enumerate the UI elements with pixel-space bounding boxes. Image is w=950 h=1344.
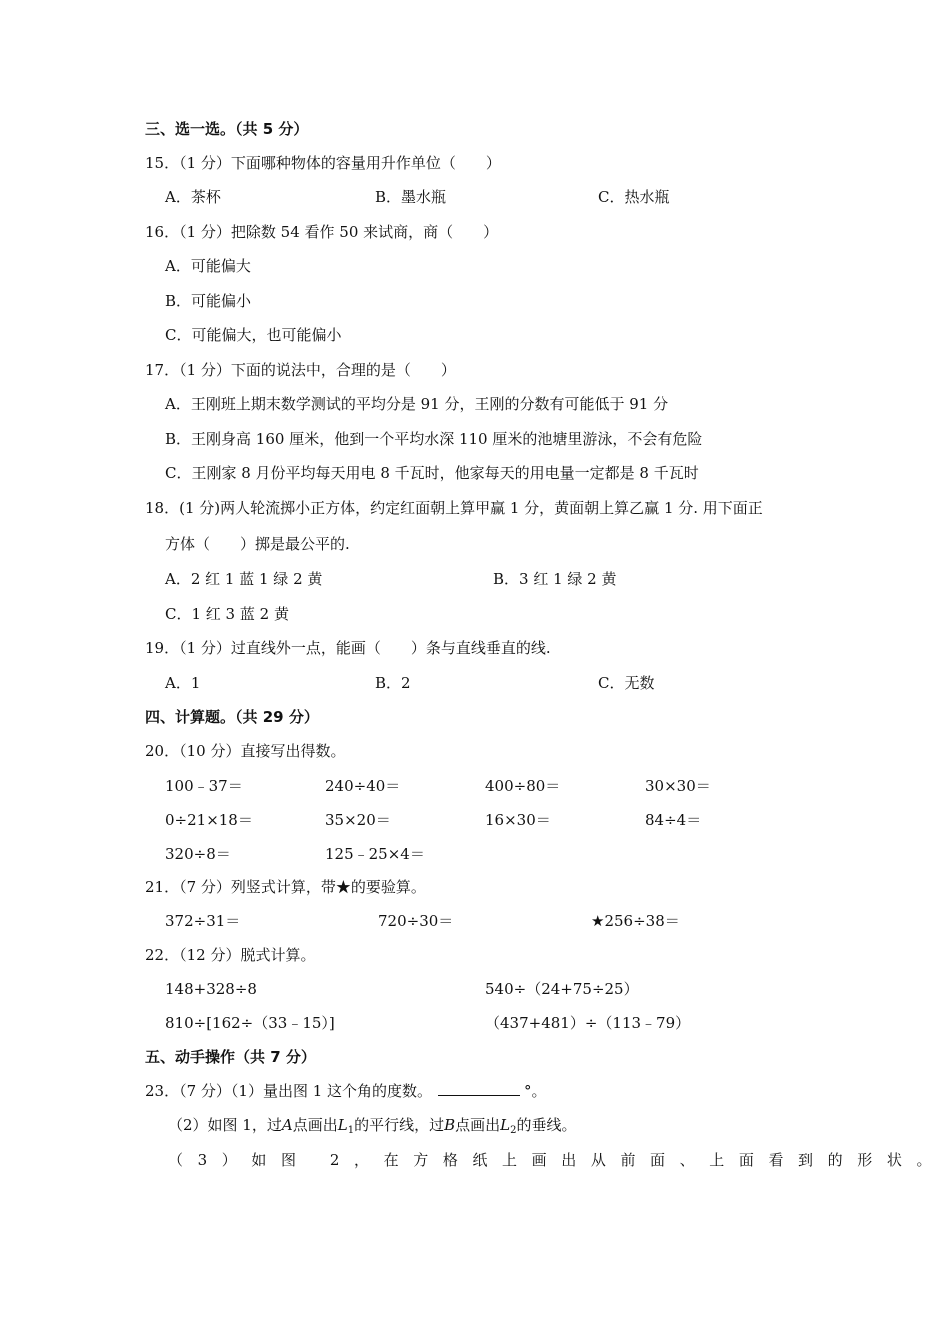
q20-item: 320÷8＝ xyxy=(165,845,231,863)
line-l2-label: L xyxy=(500,1116,511,1134)
q23-stem-end: °。 xyxy=(524,1082,547,1100)
q18-stem: 18．(1 分)两人轮流掷小正方体，约定红面朝上算甲赢 1 分，黄面朝上算乙赢 1 分. 用下面正 xyxy=(145,499,763,517)
q20-item: 30×30＝ xyxy=(645,777,711,795)
section-5-title: 五、动手操作（共 7 分） xyxy=(145,1048,316,1066)
q22-stem: 22．（12 分）脱式计算。 xyxy=(145,946,316,964)
q17-option-c: C．王刚家 8 月份平均每天用电 8 千瓦时，他家每天的用电量一定都是 8 千瓦时 xyxy=(165,464,699,482)
q15-stem: 15．（1 分）下面哪种物体的容量用升作单位（ ） xyxy=(145,154,501,172)
q22-item: 540÷（24+75÷25） xyxy=(485,980,639,998)
q18-stem-cont: 方体（ ）掷是最公平的. xyxy=(165,535,350,553)
q20-item: 0÷21×18＝ xyxy=(165,811,253,829)
q20-item: 400÷80＝ xyxy=(485,777,561,795)
q20-item: 240÷40＝ xyxy=(325,777,401,795)
q23-p2-text: 点画出 xyxy=(455,1116,501,1134)
q20-item: 125﹣25×4＝ xyxy=(325,845,425,863)
q17-stem: 17．（1 分）下面的说法中，合理的是（ ） xyxy=(145,361,456,379)
q16-option-b: B．可能偏小 xyxy=(165,292,252,310)
q23-stem xyxy=(145,1081,547,1101)
q22-item: 810÷[162÷（33﹣15）] xyxy=(165,1014,335,1032)
q15-option-b: B．墨水瓶 xyxy=(375,188,447,206)
q21-item-check: ★256÷38＝ xyxy=(591,912,680,930)
section-3-title: 三、选一选。（共 5 分） xyxy=(145,120,309,138)
q18-option-c: C．1 红 3 蓝 2 黄 xyxy=(165,605,289,623)
q17-option-a: A．王刚班上期末数学测试的平均分是 91 分，王刚的分数有可能低于 91 分 xyxy=(165,395,669,413)
q18-option-b: B．3 红 1 绿 2 黄 xyxy=(493,570,617,588)
q23-p2-text: 点画出 xyxy=(292,1116,338,1134)
line-l1-label: L xyxy=(337,1116,348,1134)
line-l1-subscript: 1 xyxy=(347,1125,355,1136)
q22-item: 148+328÷8 xyxy=(165,980,257,998)
q19-option-c: C．无数 xyxy=(598,674,655,692)
q18-option-a: A．2 红 1 蓝 1 绿 2 黄 xyxy=(165,570,323,588)
q19-option-a: A．1 xyxy=(165,674,201,692)
q17-option-b: B．王刚身高 160 厘米，他到一个平均水深 110 厘米的池塘里游泳，不会有危险 xyxy=(165,430,703,448)
q23-part-3: （3）如图 2，在方格纸上画出从前面、上面看到的形状。 xyxy=(168,1151,947,1169)
q20-item: 16×30＝ xyxy=(485,811,551,829)
answer-blank[interactable] xyxy=(438,1081,520,1096)
line-l2-subscript: 2 xyxy=(510,1125,517,1136)
q23-part-2 xyxy=(168,1115,576,1141)
q21-stem: 21．（7 分）列竖式计算，带★的要验算。 xyxy=(145,878,426,896)
q16-stem: 16．（1 分）把除数 54 看作 50 来试商，商（ ） xyxy=(145,223,499,241)
q20-item: 35×20＝ xyxy=(325,811,391,829)
q19-stem: 19．（1 分）过直线外一点，能画（ ）条与直线垂直的线. xyxy=(145,639,551,657)
q20-item: 84÷4＝ xyxy=(645,811,702,829)
q19-option-b: B．2 xyxy=(375,674,411,692)
q22-item: （437+481）÷（113﹣79） xyxy=(485,1014,691,1032)
q16-option-a: A．可能偏大 xyxy=(165,257,251,275)
q21-item: 720÷30＝ xyxy=(378,912,454,930)
q21-item: 372÷31＝ xyxy=(165,912,241,930)
q20-stem: 20．（10 分）直接写出得数。 xyxy=(145,742,346,760)
q15-option-c: C．热水瓶 xyxy=(598,188,670,206)
point-a-label: A xyxy=(281,1116,293,1134)
point-b-label: B xyxy=(444,1116,456,1134)
q23-stem-text: 23．（7 分）（1）量出图 1 这个角的度数。 xyxy=(145,1082,433,1100)
q20-item: 100﹣37＝ xyxy=(165,777,243,795)
q16-option-c: C．可能偏大，也可能偏小 xyxy=(165,326,342,344)
section-4-title: 四、计算题。（共 29 分） xyxy=(145,708,319,726)
q23-p2-text: 的垂线。 xyxy=(516,1116,577,1134)
q23-p2-text: （2）如图 1，过 xyxy=(168,1116,282,1134)
q15-option-a: A．茶杯 xyxy=(165,188,221,206)
q23-p2-text: 的平行线，过 xyxy=(354,1116,445,1134)
